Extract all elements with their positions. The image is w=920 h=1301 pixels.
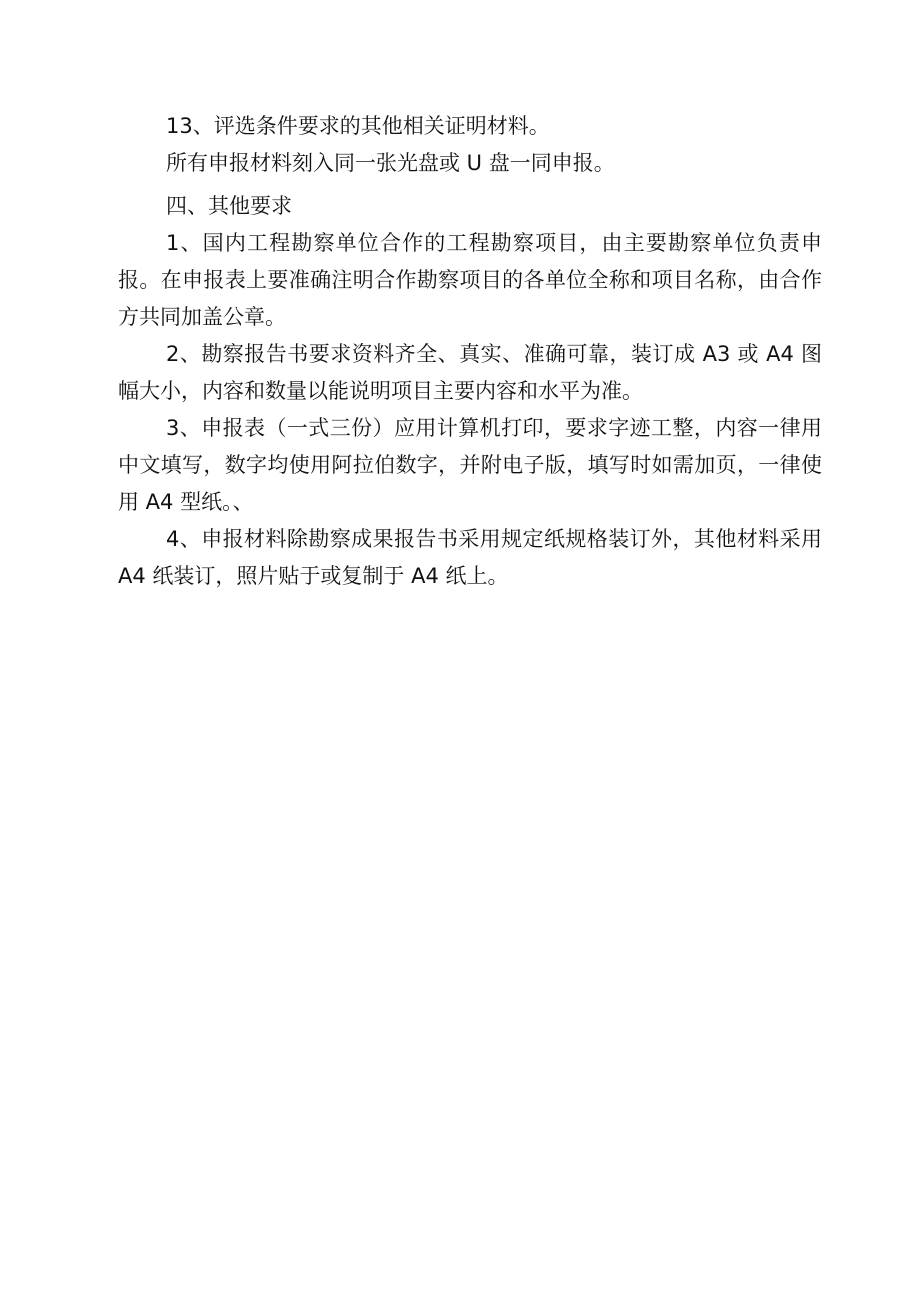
paragraph-requirement-4: 4、申报材料除勘察成果报告书采用规定纸规格装订外，其他材料采用 A4 纸装订，照片贴于或复制于 A4 纸上。	[118, 527, 822, 588]
paragraph-submission-media: 所有申报材料刻入同一张光盘或 U 盘一同申报。	[166, 151, 615, 175]
paragraph-requirement-2: 2、勘察报告书要求资料齐全、真实、准确可靠，装订成 A3 或 A4 图幅大小，内容和数量以能说明项目主要内容和水平为准。	[118, 342, 822, 403]
section-heading-other-requirements: 四、其他要求	[166, 194, 292, 218]
paragraph-requirement-3: 3、申报表（一式三份）应用计算机打印，要求字迹工整，内容一律用中文填写，数字均使用阿拉伯数字，并附电子版，填写时如需加页，一律使用 A4 型纸。、	[118, 416, 822, 514]
paragraph-requirement-1: 1、国内工程勘察单位合作的工程勘察项目，由主要勘察单位负责申报。在申报表上要准确注明合作勘察项目的各单位全称和项目名称，由合作方共同加盖公章。	[118, 231, 822, 329]
document-body	[118, 108, 822, 595]
paragraph-item-13: 13、评选条件要求的其他相关证明材料。	[166, 114, 550, 138]
